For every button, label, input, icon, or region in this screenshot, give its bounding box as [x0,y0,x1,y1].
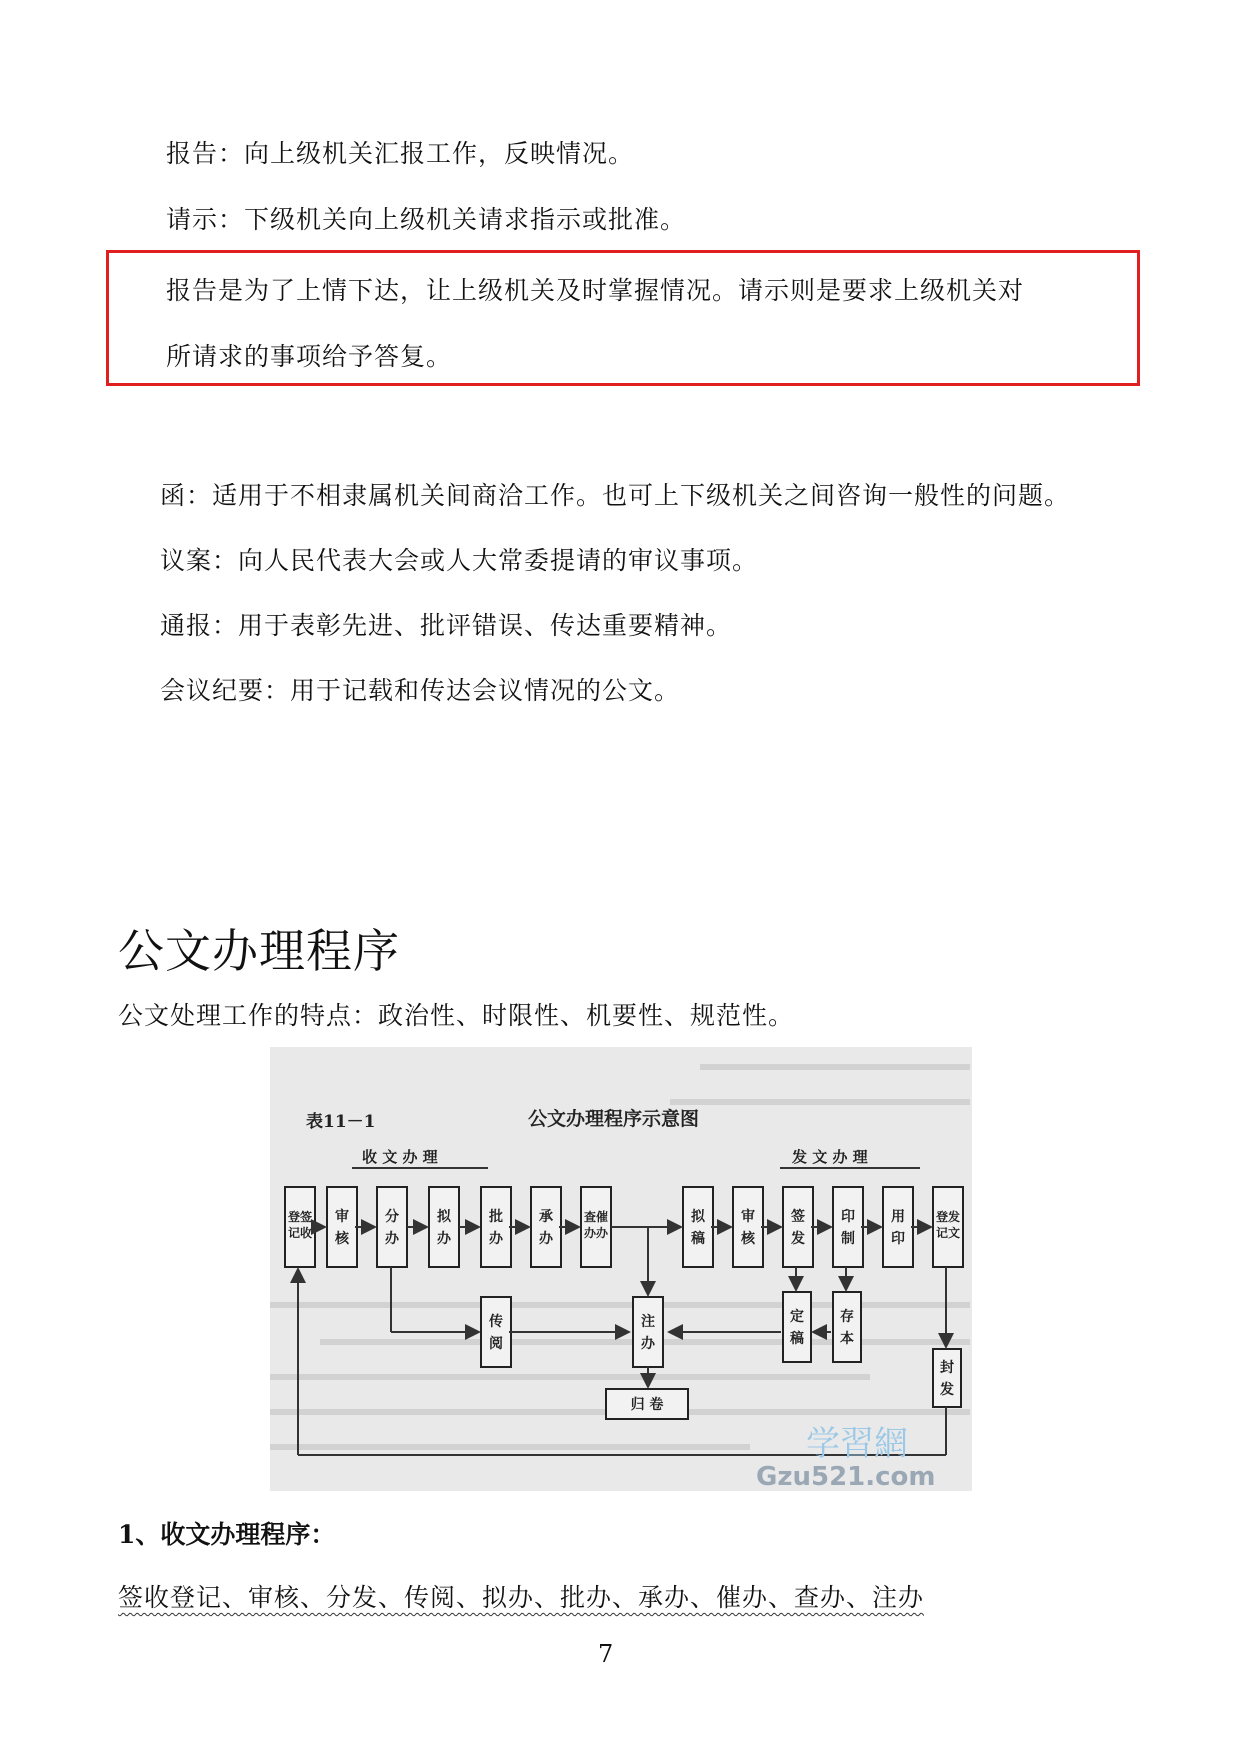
table-label: 表11－1 [306,1112,376,1132]
box-top-12-char: 记 [935,1226,949,1240]
box-top-3-char: 办 [437,1231,451,1247]
box-top-0-char: 登 [287,1210,301,1224]
box-top-8 [733,1187,763,1267]
box-top-5-char: 办 [539,1231,553,1247]
box-lower-3 [833,1292,861,1362]
box-lower-1-char: 注 [641,1314,655,1330]
box-lower-3-char: 存 [840,1309,854,1325]
box-top-7-char: 稿 [691,1231,705,1247]
box-lower-1-char: 办 [641,1336,655,1352]
paragraph-report: 报告：向上级机关汇报工作，反映情况。 [166,139,635,168]
highlight-line-1: 报告是为了上情下达，让上级机关及时掌握情况。请示则是要求上级机关对 [166,276,1025,305]
receive-steps-line: 签收登记、审核、分发、传阅、拟办、批办、承办、催办、查办、注办 [118,1583,925,1612]
box-top-4-char: 批 [489,1209,503,1225]
box-top-9-char: 发 [791,1231,805,1247]
box-archive-label: 归 卷 [630,1397,664,1413]
box-lower-0-char: 阅 [489,1336,503,1352]
box-top-9-char: 签 [791,1209,805,1225]
subsection-title: 1、收文办理程序： [118,1520,336,1549]
box-lower-2-char: 稿 [790,1331,804,1347]
box-top-5-char: 承 [539,1209,553,1225]
box-lower-4-char: 封 [940,1360,954,1376]
box-top-7-char: 拟 [691,1209,705,1225]
section-title: 公文办理程序 [118,924,400,978]
box-top-6-char: 办 [595,1226,609,1240]
box-top-6-char: 办 [583,1226,597,1240]
box-top-4-char: 办 [489,1231,503,1247]
box-top-11-char: 印 [891,1231,905,1247]
box-top-0 [285,1187,315,1267]
box-top-1-char: 核 [335,1231,349,1247]
paragraph-letter: 函：适用于不相隶属机关间商洽工作。也可上下级机关之间咨询一般性的问题。 [160,481,1071,510]
box-top-8-char: 审 [741,1209,755,1225]
box-top-11-char: 用 [891,1209,905,1225]
box-top-2 [377,1187,407,1267]
box-top-10 [833,1187,863,1267]
box-lower-4 [933,1349,961,1407]
box-top-3-char: 拟 [437,1209,451,1225]
box-lower-3-char: 本 [840,1331,854,1347]
box-lower-2 [783,1292,811,1362]
box-top-11 [883,1187,913,1267]
box-top-2-char: 办 [385,1231,399,1247]
box-top-12-char: 发 [947,1210,961,1224]
group-send-label: 发 文 办 理 [792,1148,868,1166]
flowchart-svg [270,1047,972,1491]
watermark-url: Gzu521.com [756,1462,936,1491]
box-top-2-char: 分 [385,1209,399,1225]
box-top-10-char: 印 [841,1209,855,1225]
box-top-12-char: 文 [947,1226,961,1240]
box-top-5 [531,1187,561,1267]
box-top-0-char: 记 [287,1226,301,1240]
paragraph-minutes: 会议纪要：用于记载和传达会议情况的公文。 [160,676,681,705]
box-top-10-char: 制 [841,1231,855,1247]
box-top-6-char: 查 [583,1210,597,1224]
page-number: 7 [598,1640,614,1668]
box-top-12-char: 登 [935,1210,949,1224]
box-top-0-char: 收 [299,1226,313,1240]
watermark-logo: 学習網 [806,1424,908,1464]
box-top-1-char: 审 [335,1209,349,1225]
figure-title: 公文办理程序示意图 [528,1108,700,1130]
box-top-1 [327,1187,357,1267]
box-top-4 [481,1187,511,1267]
box-top-0-char: 签 [299,1210,313,1224]
box-top-3 [429,1187,459,1267]
box-top-9 [783,1187,813,1267]
paragraph-motion: 议案：向人民代表大会或人大常委提请的审议事项。 [160,546,759,575]
paragraph-request: 请示：下级机关向上级机关请求指示或批准。 [166,205,687,234]
box-top-6-char: 催 [595,1210,609,1224]
box-lower-2-char: 定 [790,1309,804,1325]
highlight-line-2: 所请求的事项给予答复。 [166,342,453,371]
box-lower-4-char: 发 [940,1382,954,1398]
box-top-12 [933,1187,963,1267]
box-lower-0 [481,1297,511,1367]
paragraph-circular: 通报：用于表彰先进、批评错误、传达重要精神。 [160,611,733,640]
box-top-7 [683,1187,713,1267]
box-top-6 [581,1187,611,1267]
box-top-8-char: 核 [741,1231,755,1247]
flowchart-figure [270,1047,972,1491]
box-lower-0-char: 传 [489,1314,503,1330]
box-lower-1 [633,1297,663,1367]
section-intro: 公文处理工作的特点：政治性、时限性、机要性、规范性。 [118,1001,795,1030]
lower-boxes [481,1292,961,1407]
group-receive-label: 收 文 办 理 [362,1148,438,1166]
